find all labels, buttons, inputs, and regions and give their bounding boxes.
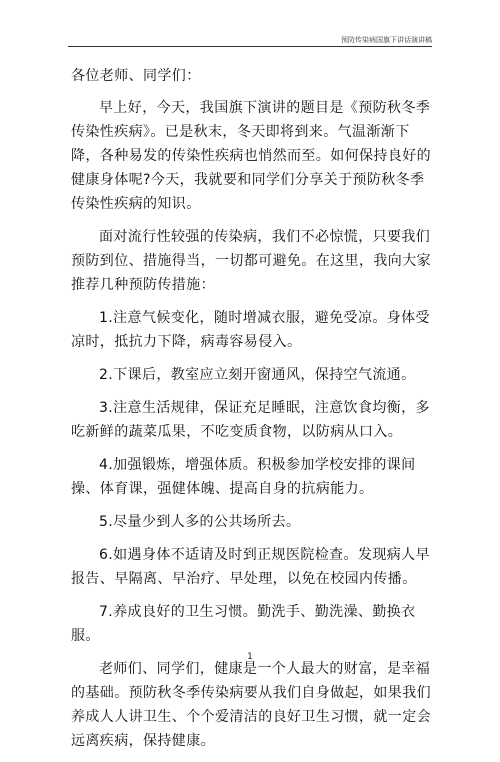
page-header: [68, 36, 432, 47]
paragraph-intro: 面对流行性较强的传染病，我们不必惊慌，只要我们预防到位、措施得当，一切都可避免。在这里，我向大家推荐几种预防传措施：: [71, 229, 431, 293]
measure-item-5: 5.尽量少到人多的公共场所去。: [99, 514, 301, 530]
measure-item-3: 3.注意生活规律，保证充足睡眠，注意饮食均衡，多吃新鲜的蔬菜瓜果，不吃变质食物，以防病从口入。: [71, 400, 430, 440]
measure-item-7: 7.养成良好的卫生习惯。勤洗手、勤洗澡、勤换衣服。: [71, 604, 416, 644]
measure-item-2: 2.下课后，教室应立刻开窗通风，保持空气流通。: [99, 367, 416, 383]
paragraph-greeting: 早上好，今天，我国旗下演讲的题目是《预防秋冬季传染性疾病》。已是秋末，冬天即将到来。气温渐渐下降，各种易发的传染性疾病也悄然而至。如何保持良好的健康身体呢?今天，我就要和同学们分享关于预防秋冬季传染性疾病的知识。: [71, 100, 431, 212]
measure-item-4: 4.加强锻炼，增强体质。积极参加学校安排的课间操、体育课，强健体魄、提高自身的抗病能力。: [71, 457, 416, 497]
paragraph-conclusion: 老师们、同学们，健康是一个人最大的财富，是幸福的基础。预防秋冬季传染病要从我们自身做起，如果我们养成人人讲卫生、个个爱清洁的良好卫生习惯，就一定会远离疾病，保持健康。: [71, 661, 431, 749]
measure-item-6: 6.如遇身体不适请及时到正规医院检查。发现病人早报告、早隔离、早治疗、早处理，以免在校园内传播。: [71, 547, 430, 587]
measure-item-1: 1.注意气候变化，随时增减衣服，避免受凉。身体受凉时，抵抗力下降，病毒容易侵入。: [71, 310, 430, 350]
page-number: 1: [247, 652, 253, 662]
salutation: 各位老师、同学们：: [71, 68, 201, 84]
header-title: 预防传染病国旗下讲话演讲稿: [341, 36, 432, 44]
